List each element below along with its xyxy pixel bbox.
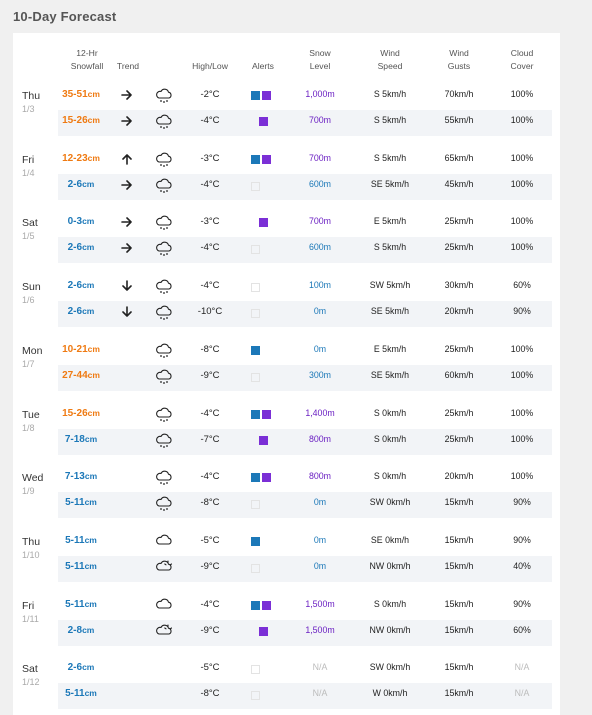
snow-level-value: 0m bbox=[313, 343, 327, 354]
alerts-cell bbox=[251, 664, 285, 674]
wind-gusts-value: 45km/h bbox=[444, 178, 474, 189]
snow-cloud-icon bbox=[155, 240, 173, 256]
alert-purple-badge bbox=[259, 627, 268, 636]
alert-blue-badge bbox=[251, 537, 260, 546]
col-header-trend: Trend bbox=[116, 61, 140, 71]
snowfall-value bbox=[52, 179, 110, 190]
wind-gusts-value: 55km/h bbox=[444, 115, 474, 125]
snowfall-amount: 5-11 bbox=[65, 534, 85, 546]
temperature-value: -4°C bbox=[200, 598, 220, 610]
wind-gusts-value: 25km/h bbox=[444, 433, 474, 444]
wind-speed-value: W 0km/h bbox=[372, 688, 408, 699]
snowfall-amount: 5-11 bbox=[65, 688, 85, 700]
day-date: 1/11 bbox=[22, 613, 39, 624]
snowfall-unit: cm bbox=[82, 280, 95, 291]
snow-level-value: 800m bbox=[308, 471, 331, 482]
snowfall-value bbox=[52, 471, 110, 482]
cloud-cover-value: 100% bbox=[510, 178, 534, 189]
alert-blue-badge bbox=[251, 91, 260, 100]
col-header-cloud-cover-line1: Cloud bbox=[510, 48, 534, 58]
day-label: Sat bbox=[22, 663, 38, 676]
col-header-wind-gusts bbox=[433, 47, 485, 73]
snow-cloud-icon bbox=[155, 113, 173, 129]
wind-gusts-value: 25km/h bbox=[444, 343, 474, 354]
temperature-value: -5°C bbox=[200, 662, 220, 674]
day-label: Fri bbox=[22, 599, 35, 612]
wind-speed-value: S 0km/h bbox=[373, 407, 407, 418]
col-header-snowfall-line2: Snowfall bbox=[70, 61, 104, 71]
snowfall-amount: 2-8 bbox=[67, 624, 83, 636]
wind-gusts-value: 60km/h bbox=[444, 369, 474, 380]
snow-level-value: 1,400m bbox=[305, 407, 335, 418]
snowfall-unit: cm bbox=[87, 89, 100, 99]
trend-arrow-right-icon bbox=[120, 215, 134, 229]
temperature-value: -3°C bbox=[200, 152, 220, 164]
wind-speed-value: SW 0km/h bbox=[369, 497, 411, 508]
snow-cloud-icon bbox=[155, 278, 173, 294]
snowfall-unit: cm bbox=[84, 471, 98, 482]
snowfall-unit: cm bbox=[84, 560, 97, 571]
day-label: Sun bbox=[22, 281, 41, 294]
temperature-value: -4°C bbox=[200, 407, 220, 419]
snowfall-value bbox=[52, 306, 110, 317]
alert-empty-badge bbox=[251, 373, 260, 382]
cloud-cover-value: 100% bbox=[510, 407, 534, 418]
snow-cloud-icon bbox=[155, 177, 173, 193]
day-date: 1/4 bbox=[22, 167, 35, 178]
snowfall-value bbox=[52, 153, 110, 164]
snowfall-unit: cm bbox=[87, 407, 100, 418]
day-date: 1/7 bbox=[22, 358, 35, 369]
snow-level-value: 300m bbox=[308, 369, 331, 380]
snow-level-value: 1,000m bbox=[305, 89, 335, 99]
snowfall-amount: 7-18 bbox=[64, 433, 85, 445]
snowfall-amount: 27-44 bbox=[62, 369, 88, 381]
temperature-value: -4°C bbox=[200, 471, 220, 483]
wind-speed-value: SW 0km/h bbox=[369, 662, 411, 673]
wind-gusts-value: 15km/h bbox=[444, 598, 474, 609]
cloud-cover-value: N/A bbox=[514, 688, 530, 699]
cloud-icon bbox=[155, 533, 173, 549]
alert-purple-badge bbox=[262, 91, 271, 100]
snow-cloud-icon bbox=[155, 151, 173, 167]
snow-cloud-icon bbox=[155, 368, 173, 384]
snow-cloud-icon bbox=[155, 304, 173, 320]
wind-speed-value: SE 5km/h bbox=[370, 178, 410, 189]
wind-gusts-value: 25km/h bbox=[444, 407, 474, 418]
cloud-cover-value: 100% bbox=[510, 242, 534, 253]
alerts-cell bbox=[251, 244, 285, 254]
temperature-value: -5°C bbox=[200, 534, 220, 546]
cloud-cover-value: N/A bbox=[514, 662, 530, 673]
cloud-icon bbox=[155, 597, 173, 613]
temperature-value: -9°C bbox=[200, 560, 220, 572]
snowfall-value bbox=[52, 216, 110, 227]
snowfall-unit: cm bbox=[84, 598, 97, 609]
alert-empty-badge bbox=[251, 564, 260, 573]
alert-purple-badge bbox=[262, 410, 271, 419]
wind-gusts-value: 20km/h bbox=[444, 471, 474, 482]
snowfall-unit: cm bbox=[87, 115, 100, 125]
trend-arrow-right-icon bbox=[120, 114, 134, 128]
alert-purple-badge bbox=[262, 601, 271, 610]
snowfall-unit: cm bbox=[84, 433, 98, 444]
wind-gusts-value: 20km/h bbox=[444, 306, 474, 317]
day-label: Fri bbox=[22, 153, 35, 166]
alerts-cell bbox=[251, 627, 285, 637]
snowfall-value bbox=[52, 688, 110, 699]
snowfall-amount: 15-26 bbox=[62, 407, 88, 419]
snow-level-value: 0m bbox=[313, 534, 327, 545]
day-label: Sat bbox=[22, 217, 38, 230]
day-label: Thu bbox=[22, 535, 41, 548]
cloud-cover-value: 100% bbox=[510, 433, 534, 444]
wind-speed-value: NW 0km/h bbox=[369, 624, 411, 635]
wind-gusts-value: 25km/h bbox=[444, 242, 474, 253]
wind-gusts-value: 25km/h bbox=[444, 216, 474, 227]
temperature-value: -2°C bbox=[200, 89, 220, 100]
cloud-cover-value: 90% bbox=[513, 306, 531, 317]
snow-level-value: 1,500m bbox=[305, 598, 335, 609]
snow-level-value: N/A bbox=[312, 688, 328, 699]
alerts-cell bbox=[251, 308, 285, 318]
snowfall-value bbox=[52, 434, 110, 445]
wind-gusts-value: 65km/h bbox=[444, 152, 474, 163]
page-title: 10-Day Forecast bbox=[13, 9, 117, 24]
snowfall-unit: cm bbox=[87, 152, 100, 163]
snowfall-value bbox=[52, 242, 110, 253]
alerts-cell bbox=[251, 155, 285, 165]
alerts-cell bbox=[251, 473, 285, 483]
cloud-cover-value: 100% bbox=[510, 115, 534, 125]
snowfall-value bbox=[52, 497, 110, 508]
wind-speed-value: S 5km/h bbox=[373, 242, 407, 253]
col-header-wind-gusts-line1: Wind bbox=[449, 48, 469, 58]
temperature-value: -8°C bbox=[200, 343, 220, 355]
wind-gusts-value: 30km/h bbox=[444, 280, 474, 291]
day-label: Thu bbox=[22, 90, 41, 102]
alert-purple-badge bbox=[259, 218, 268, 227]
alert-blue-badge bbox=[251, 473, 260, 482]
alerts-cell bbox=[251, 372, 285, 382]
alerts-cell bbox=[251, 436, 285, 446]
alerts-cell bbox=[251, 563, 285, 573]
snowfall-value bbox=[52, 599, 110, 610]
day-label: Wed bbox=[22, 472, 44, 485]
day-date: 1/9 bbox=[22, 486, 35, 497]
wind-gusts-value: 15km/h bbox=[444, 624, 474, 635]
snowfall-unit: cm bbox=[82, 216, 95, 227]
snow-cloud-icon bbox=[155, 406, 173, 422]
alert-blue-badge bbox=[251, 410, 260, 419]
snowfall-value bbox=[52, 280, 110, 291]
snowfall-unit: cm bbox=[84, 688, 97, 699]
snowfall-amount: 5-11 bbox=[65, 598, 85, 610]
alerts-cell bbox=[251, 346, 285, 356]
cloud-cover-value: 90% bbox=[513, 598, 531, 609]
cloud-cover-value: 60% bbox=[513, 280, 531, 291]
snowfall-value bbox=[52, 89, 110, 100]
trend-arrow-right-icon bbox=[120, 88, 134, 102]
partly-cloudy-icon bbox=[155, 623, 173, 639]
alert-purple-badge bbox=[262, 155, 271, 164]
wind-speed-value: S 0km/h bbox=[373, 433, 407, 444]
day-label: Mon bbox=[22, 344, 43, 357]
col-header-cloud-cover-line2: Cover bbox=[510, 61, 534, 71]
snowfall-amount: 5-11 bbox=[65, 560, 85, 572]
day-label: Tue bbox=[22, 408, 40, 421]
cloud-cover-value: 100% bbox=[510, 369, 534, 380]
alert-purple-badge bbox=[262, 473, 271, 482]
snowfall-value bbox=[52, 561, 110, 572]
wind-speed-value: S 5km/h bbox=[373, 115, 407, 125]
wind-speed-value: SW 5km/h bbox=[369, 280, 411, 291]
temperature-value: -4°C bbox=[200, 115, 220, 126]
col-header-wind-speed-line1: Wind bbox=[380, 48, 400, 58]
cloud-cover-value: 100% bbox=[510, 216, 534, 227]
alert-blue-badge bbox=[251, 346, 260, 355]
snow-level-value: 600m bbox=[308, 242, 331, 253]
temperature-value: -9°C bbox=[200, 624, 220, 636]
snowfall-unit: cm bbox=[82, 178, 95, 189]
cloud-cover-value: 90% bbox=[513, 497, 531, 508]
alerts-cell bbox=[251, 282, 285, 292]
wind-speed-value: E 5km/h bbox=[373, 216, 407, 227]
wind-speed-value: S 0km/h bbox=[373, 471, 407, 482]
snow-cloud-icon bbox=[155, 469, 173, 485]
trend-arrow-up-icon bbox=[120, 152, 134, 166]
snowfall-unit: cm bbox=[84, 534, 97, 545]
snow-cloud-icon bbox=[155, 87, 173, 103]
wind-gusts-value: 15km/h bbox=[444, 534, 474, 545]
alerts-cell bbox=[251, 601, 285, 611]
alert-purple-badge bbox=[259, 117, 268, 126]
temperature-value: -8°C bbox=[200, 688, 220, 700]
wind-speed-value: S 0km/h bbox=[373, 598, 407, 609]
wind-speed-value: S 5km/h bbox=[373, 89, 407, 99]
cloud-cover-value: 90% bbox=[513, 534, 531, 545]
alert-empty-badge bbox=[251, 500, 260, 509]
snowfall-unit: cm bbox=[82, 242, 95, 253]
temperature-value: -4°C bbox=[200, 178, 220, 190]
snow-level-value: 700m bbox=[308, 216, 331, 227]
cloud-cover-value: 100% bbox=[510, 471, 534, 482]
col-header-highlow: High/Low bbox=[192, 61, 228, 71]
alert-empty-badge bbox=[251, 283, 260, 292]
snow-cloud-icon bbox=[155, 214, 173, 230]
wind-speed-value: SE 5km/h bbox=[370, 306, 410, 317]
alert-empty-badge bbox=[251, 665, 260, 674]
col-header-alerts: Alerts bbox=[252, 61, 274, 71]
snow-cloud-icon bbox=[155, 432, 173, 448]
snow-level-value: 0m bbox=[313, 306, 327, 317]
wind-speed-value: S 5km/h bbox=[373, 152, 407, 163]
temperature-value: -4°C bbox=[200, 280, 220, 292]
wind-gusts-value: 15km/h bbox=[444, 688, 474, 699]
col-header-snowfall bbox=[58, 47, 116, 73]
wind-speed-value: NW 0km/h bbox=[369, 560, 411, 571]
alerts-cell bbox=[251, 181, 285, 191]
partly-cloudy-icon bbox=[155, 559, 173, 575]
trend-arrow-down-icon bbox=[120, 279, 134, 293]
snowfall-unit: cm bbox=[82, 624, 95, 635]
cloud-cover-value: 60% bbox=[513, 624, 531, 635]
day-date: 1/10 bbox=[22, 549, 40, 560]
cloud-cover-value: 100% bbox=[510, 89, 534, 99]
snow-cloud-icon bbox=[155, 342, 173, 358]
snowfall-value bbox=[52, 625, 110, 636]
alert-purple-badge bbox=[259, 436, 268, 445]
temperature-value: -9°C bbox=[200, 369, 220, 381]
alert-blue-badge bbox=[251, 155, 260, 164]
wind-speed-value: SE 5km/h bbox=[370, 369, 410, 380]
snowfall-amount: 7-13 bbox=[64, 471, 85, 483]
wind-gusts-value: 15km/h bbox=[444, 560, 474, 571]
snowfall-unit: cm bbox=[82, 306, 95, 317]
snow-level-value: 0m bbox=[313, 497, 327, 508]
snow-level-value: 700m bbox=[308, 152, 331, 163]
day-date: 1/5 bbox=[22, 231, 35, 242]
day-date: 1/3 bbox=[22, 104, 35, 114]
snowfall-value bbox=[52, 408, 110, 419]
wind-gusts-value: 70km/h bbox=[444, 89, 474, 99]
wind-gusts-value: 15km/h bbox=[444, 497, 474, 508]
alerts-cell bbox=[251, 537, 285, 547]
snow-level-value: 0m bbox=[313, 560, 327, 571]
snow-level-value: 800m bbox=[308, 433, 331, 444]
snow-level-value: 100m bbox=[308, 280, 331, 291]
trend-arrow-right-icon bbox=[120, 178, 134, 192]
alert-empty-badge bbox=[251, 182, 260, 191]
snowfall-value bbox=[52, 535, 110, 546]
snowfall-unit: cm bbox=[87, 369, 100, 380]
day-date: 1/8 bbox=[22, 422, 35, 433]
col-header-snow-level-line1: Snow bbox=[309, 48, 331, 58]
snowfall-unit: cm bbox=[82, 662, 95, 673]
cloud-cover-value: 40% bbox=[513, 560, 531, 571]
temperature-value: -8°C bbox=[200, 497, 220, 509]
snowfall-amount: 2-6 bbox=[67, 306, 83, 318]
snow-level-value: 700m bbox=[308, 115, 331, 125]
col-header-cloud-cover bbox=[496, 47, 548, 73]
col-header-wind-gusts-line2: Gusts bbox=[447, 61, 471, 71]
snowfall-amount: 2-6 bbox=[67, 178, 83, 190]
snow-level-value: 600m bbox=[308, 178, 331, 189]
col-header-snow-level bbox=[294, 47, 346, 73]
alert-blue-badge bbox=[251, 601, 260, 610]
snowfall-amount: 5-11 bbox=[65, 497, 85, 509]
snowfall-amount: 35-51 bbox=[62, 89, 88, 100]
snow-cloud-icon bbox=[155, 495, 173, 511]
alert-empty-badge bbox=[251, 309, 260, 318]
alerts-cell bbox=[251, 218, 285, 228]
wind-speed-value: E 5km/h bbox=[373, 343, 407, 354]
snowfall-amount: 10-21 bbox=[62, 343, 88, 355]
col-header-snow-level-line2: Level bbox=[309, 61, 331, 71]
temperature-value: -4°C bbox=[200, 242, 220, 254]
snowfall-unit: cm bbox=[84, 497, 97, 508]
snow-level-value: N/A bbox=[312, 662, 328, 673]
alerts-cell bbox=[251, 690, 285, 700]
trend-arrow-down-icon bbox=[120, 305, 134, 319]
alerts-cell bbox=[251, 91, 285, 101]
cloud-cover-value: 100% bbox=[510, 152, 534, 163]
snowfall-amount: 12-23 bbox=[62, 152, 88, 164]
snowfall-value bbox=[52, 662, 110, 673]
snowfall-value bbox=[52, 344, 110, 355]
snowfall-amount: 0-3 bbox=[67, 216, 83, 228]
day-date: 1/12 bbox=[22, 677, 40, 688]
trend-arrow-right-icon bbox=[120, 241, 134, 255]
cloud-cover-value: 100% bbox=[510, 343, 534, 354]
snowfall-amount: 2-6 bbox=[67, 662, 83, 674]
col-header-wind-speed-line2: Speed bbox=[377, 61, 403, 71]
col-header-snowfall-line1: 12-Hr bbox=[76, 48, 98, 58]
wind-gusts-value: 15km/h bbox=[444, 662, 474, 673]
snowfall-amount: 2-6 bbox=[67, 242, 83, 254]
col-header-wind-speed bbox=[364, 47, 416, 73]
snowfall-value bbox=[52, 115, 110, 126]
snowfall-amount: 15-26 bbox=[62, 115, 88, 126]
temperature-value: -3°C bbox=[200, 216, 220, 228]
alerts-cell bbox=[251, 117, 285, 127]
alert-empty-badge bbox=[251, 245, 260, 254]
alert-empty-badge bbox=[251, 691, 260, 700]
snowfall-amount: 2-6 bbox=[67, 280, 83, 292]
alerts-cell bbox=[251, 499, 285, 509]
snowfall-unit: cm bbox=[87, 343, 100, 354]
snow-level-value: 1,500m bbox=[305, 624, 335, 635]
snowfall-value bbox=[52, 370, 110, 381]
wind-speed-value: SE 0km/h bbox=[370, 534, 410, 545]
temperature-value: -7°C bbox=[200, 433, 220, 445]
alerts-cell bbox=[251, 410, 285, 420]
temperature-value: -10°C bbox=[197, 306, 223, 318]
day-date: 1/6 bbox=[22, 295, 35, 306]
